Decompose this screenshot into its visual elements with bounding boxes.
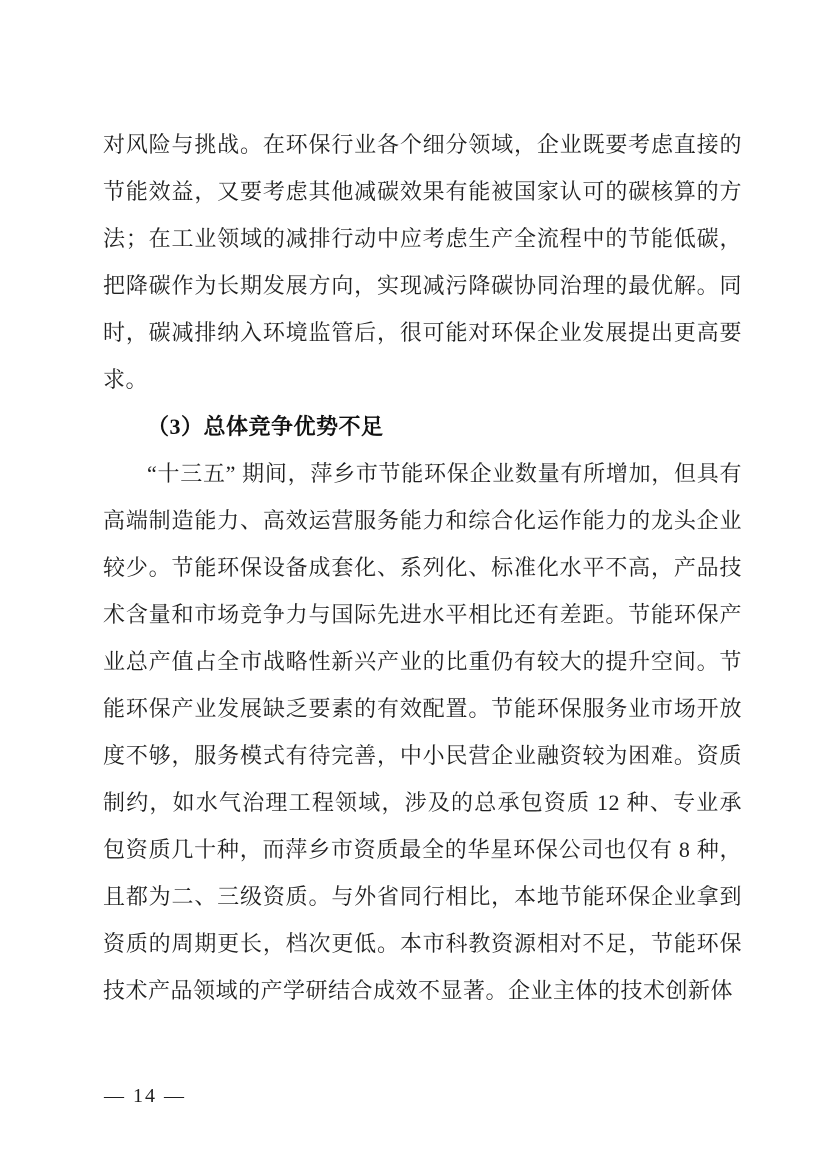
- section-heading: （3）总体竞争优势不足: [147, 414, 384, 439]
- page-footer: [104, 1085, 186, 1107]
- paragraph-risk-challenge: 对风险与挑战。在环保行业各个细分领域，企业既要考虑直接的节能效益，又要考虑其他减碳效果有能被国家认可的碳核算的方法；在工业领域的减排行动中应考虑生产全流程中的节能低碳，把降碳作为长期发展方向，实现减污降碳协同治理的最优解。同时，碳减排纳入环境监管后，很可能对环保企业发展提出更高要求。: [103, 132, 742, 392]
- page-body: [103, 121, 742, 1014]
- page-number: — 14 —: [104, 1085, 186, 1107]
- paragraph-competitive-weakness: “十三五” 期间，萍乡市节能环保企业数量有所增加，但具有高端制造能力、高效运营服务能力和综合化运作能力的龙头企业较少。节能环保设备成套化、系列化、标准化水平不高，产品技术含量和市场竞争力与国际先进水平相比还有差距。节能环保产业总产值占全市战略性新兴产业的比重仍有较大的提升空间。节能环保产业发展缺乏要素的有效配置。节能环保服务业市场开放度不够，服务模式有待完善，中小民营企业融资较为困难。资质制约，如水气治理工程领域，涉及的总承包资质 12 种、专业承包资质几十种，而萍乡市资质最全的华星环保公司也仅有 8 种，且都为二、三级资质。与外省同行相比，本地节能环保企业拿到资质的周期更长，档次更低。本市科教资源相对不足，节能环保技术产品领域的产学研结合成效不显著。企业主体的技术创新体: [103, 461, 742, 1003]
